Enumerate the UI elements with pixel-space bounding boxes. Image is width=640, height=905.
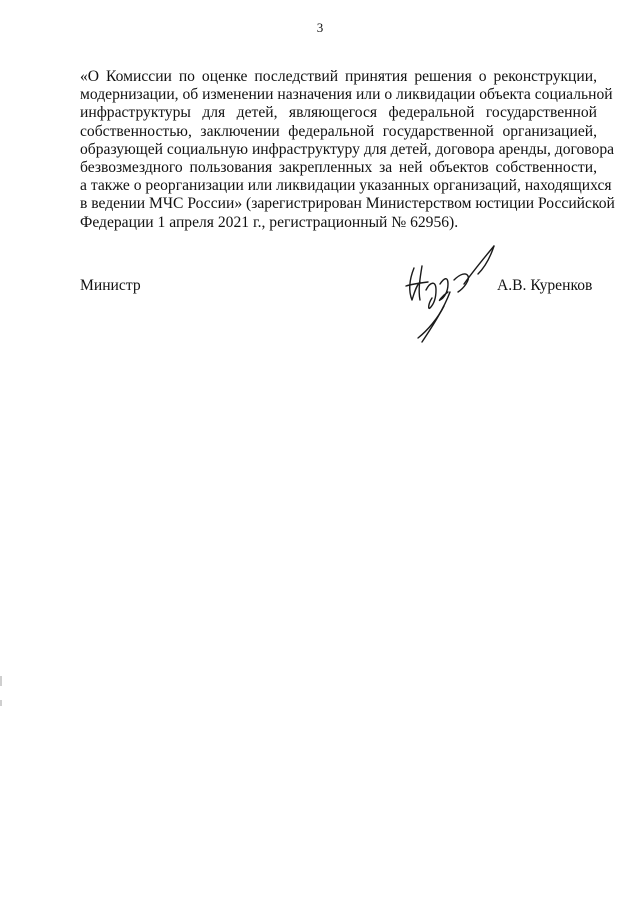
paragraph-line: образующей социальную инфраструктуру для детей, договора аренды, договора bbox=[80, 140, 615, 158]
paragraph-line: безвозмездного пользования закрепленных за ней объектов собственности, bbox=[80, 159, 597, 177]
page-number: 3 bbox=[316, 20, 324, 35]
paragraph-line: собственностью, заключении федеральной государственной организацией, bbox=[80, 122, 597, 140]
signatory-name: А.В. Куренков bbox=[497, 277, 593, 294]
handwritten-signature-icon bbox=[392, 238, 504, 348]
paragraph-line: в ведении МЧС России» (зарегистрирован Министерством юстиции Российской bbox=[80, 195, 615, 213]
document-body bbox=[80, 68, 615, 232]
paragraph-line: «О Комиссии по оценке последствий принятия решения о реконструкции, bbox=[80, 68, 597, 85]
paragraph-line: инфраструктуры для детей, являющегося федеральной государственной bbox=[80, 104, 597, 122]
scan-edge-mark bbox=[0, 676, 2, 686]
paragraph-line: Федерации 1 апреля 2021 г., регистрационный № 62956). bbox=[80, 213, 459, 231]
scan-edge-mark bbox=[0, 700, 2, 706]
paragraph-line: а также о реорганизации или ликвидации указанных организаций, находящихся bbox=[80, 177, 612, 195]
signatory-title: Министр bbox=[80, 277, 141, 294]
paragraph-line: модернизации, об изменении назначения или о ликвидации объекта социальной bbox=[80, 86, 613, 104]
